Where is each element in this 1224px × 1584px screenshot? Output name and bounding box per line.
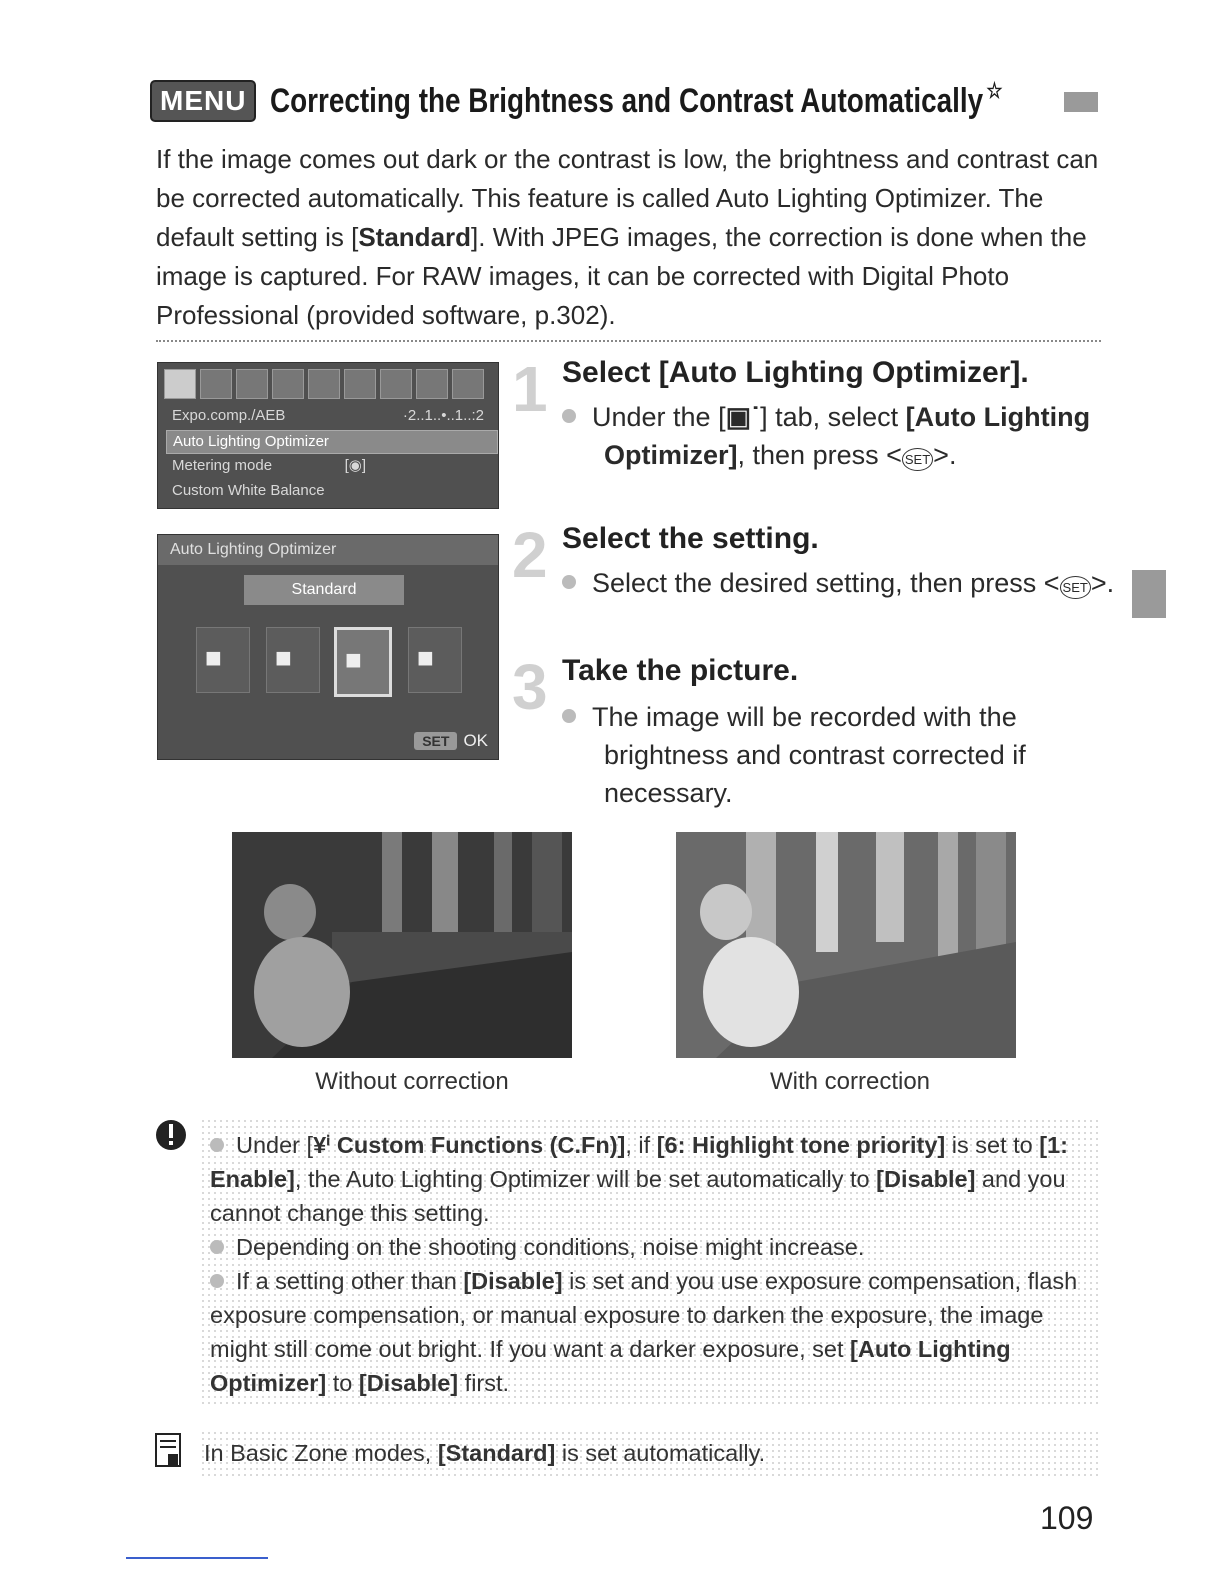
tab-icon xyxy=(236,369,268,399)
step-text xyxy=(562,564,1144,607)
intro-bold-standard: Standard xyxy=(358,222,472,252)
note-text: to xyxy=(326,1370,359,1396)
page-number: 109 xyxy=(1040,1500,1094,1536)
step-number: 1 xyxy=(512,353,548,425)
photo-caption-right: With correction xyxy=(769,1068,931,1095)
lcd-setting-screen xyxy=(157,534,499,760)
lcd-menu-item-label: Custom White Balance xyxy=(172,482,325,499)
person-icon: ■ xyxy=(205,642,222,673)
step-text-part: >. xyxy=(933,440,957,470)
step-text-part: ] tab, select xyxy=(760,402,906,432)
note-text: , if xyxy=(625,1132,657,1158)
lcd-menu-item xyxy=(166,455,496,477)
lcd-selected-setting: Standard xyxy=(244,575,404,605)
note-text: If a setting other than xyxy=(236,1268,464,1294)
memo-text-part: In Basic Zone modes, xyxy=(204,1440,438,1466)
page-title xyxy=(270,77,1004,121)
step-text-part: , then press < xyxy=(737,440,902,470)
memo-bold: [Standard] xyxy=(437,1440,556,1466)
intro-paragraph xyxy=(156,140,1106,335)
person-icon: ■ xyxy=(345,644,362,675)
memo-icon xyxy=(154,1432,184,1470)
section-divider xyxy=(156,340,1101,342)
tab-icon xyxy=(380,369,412,399)
lcd-ok-hint xyxy=(414,731,488,751)
note-bold: [Disable] xyxy=(463,1268,563,1294)
bullet-icon xyxy=(210,1274,224,1288)
note-text: , the Auto Lighting Optimizer will be set automatically to xyxy=(294,1166,877,1192)
note-text: and you cannot change this setting. xyxy=(210,1166,1066,1226)
photo-dark-image xyxy=(232,832,572,1058)
bullet-icon xyxy=(210,1138,224,1152)
footer-rule xyxy=(126,1557,268,1559)
caution-notes xyxy=(200,1118,1100,1404)
note-text: is set and you use exposure compensation, flash exposure compensation, or manual exposure to darken the exposure, the image might still come out bright. If you want a darker exposure, set xyxy=(210,1268,1078,1362)
lcd-menu-item-label: Metering mode xyxy=(172,457,273,474)
step-text xyxy=(562,698,1124,812)
chapter-tab-marker xyxy=(1132,570,1166,618)
alo-option-low xyxy=(266,627,320,693)
page-title-text: Correcting the Brightness and Contrast Automatically xyxy=(270,81,984,120)
caution-note-1 xyxy=(210,1128,1080,1230)
intro-text-2: ]. With JPEG images, the correction is done when the image is captured. For RAW images, it can be corrected with Digital Photo Professional (provided software, p.302). xyxy=(156,222,1087,330)
lcd-menu-item-label: Auto Lighting Optimizer xyxy=(173,433,329,450)
note-text: is set to xyxy=(945,1132,1040,1158)
photo-without-correction xyxy=(232,832,572,1058)
lcd-menu-item-selected xyxy=(166,430,498,454)
tab-icon xyxy=(416,369,448,399)
bullet-icon xyxy=(562,575,576,589)
lcd-menu-item-label: Expo.comp./AEB xyxy=(172,407,286,424)
photo-caption-left: Without correction xyxy=(315,1068,509,1095)
star-icon: ☆ xyxy=(986,77,1004,103)
lcd-menu-item-value: ·2..1..•..1..:2 xyxy=(402,407,484,424)
tab-icon xyxy=(344,369,376,399)
photo-with-correction xyxy=(676,832,1016,1058)
caution-note-2 xyxy=(210,1230,1080,1264)
lcd-menu-tabs xyxy=(164,369,492,399)
set-button-icon: SET xyxy=(414,732,457,750)
tab-icon xyxy=(308,369,340,399)
memo-text xyxy=(204,1440,765,1467)
tab-icon xyxy=(272,369,304,399)
tab-icon xyxy=(452,369,484,399)
alo-option-standard xyxy=(334,627,392,697)
note-bold: [Disable] xyxy=(358,1370,459,1396)
caution-icon xyxy=(154,1118,188,1152)
lcd-setting-heading: Auto Lighting Optimizer xyxy=(158,535,499,565)
intro-text-1: If the image comes out dark or the contrast is low, the brightness and contrast can be corrected automatically. This feature is called Auto Lighting Optimizer. The default setting is [ xyxy=(156,144,1099,252)
step-text-part: >. xyxy=(1090,568,1115,598)
tab-icon xyxy=(200,369,232,399)
note-bold: [1: Enable] xyxy=(210,1132,1068,1192)
camera-tab-icon xyxy=(164,369,196,399)
note-text: Under [ xyxy=(236,1132,314,1158)
step-heading: Select [Auto Lighting Optimizer]. xyxy=(562,356,1029,389)
title-tab-marker xyxy=(1064,92,1098,112)
set-button-icon: SET xyxy=(1060,576,1091,599)
set-button-icon: SET xyxy=(902,448,933,471)
step-text xyxy=(562,398,1124,479)
lcd-menu-item xyxy=(166,405,496,427)
metering-icon: [◉] xyxy=(344,457,366,474)
bullet-icon xyxy=(210,1240,224,1254)
memo-text-part: is set automatically. xyxy=(555,1440,766,1466)
shooting-tab-icon: ▣˙ xyxy=(725,402,761,432)
step-text-part: The image will be recorded with the brightness and contrast corrected if necessary. xyxy=(592,702,1026,808)
custom-functions-icon: ¥ⁱ xyxy=(313,1132,331,1158)
bullet-icon xyxy=(562,409,576,423)
note-bold: [Disable] xyxy=(876,1166,976,1192)
ok-label: OK xyxy=(463,731,488,750)
memo-note xyxy=(200,1430,1100,1480)
step-bold-text: [Auto Lighting Optimizer] xyxy=(604,402,1091,470)
step-number: 3 xyxy=(512,651,548,723)
page-title-row xyxy=(150,76,1080,126)
note-bold: [Auto Lighting Optimizer] xyxy=(210,1336,1011,1396)
alo-option-disable xyxy=(196,627,250,693)
note-bold: Custom Functions (C.Fn)] xyxy=(330,1132,626,1158)
note-bold: [6: Highlight tone priority] xyxy=(656,1132,946,1158)
step-heading: Select the setting. xyxy=(562,522,819,555)
note-text: first. xyxy=(458,1370,510,1396)
step-heading: Take the picture. xyxy=(562,654,799,687)
bullet-icon xyxy=(562,709,576,723)
alo-option-strong xyxy=(408,627,462,693)
step-text-part: Select the desired setting, then press < xyxy=(592,568,1060,598)
step-text-part: Under the [ xyxy=(592,402,726,432)
person-icon: ■ xyxy=(275,642,292,673)
note-text: Depending on the shooting conditions, noise might increase. xyxy=(236,1234,865,1260)
person-icon: ■ xyxy=(417,642,434,673)
lcd-menu-screen xyxy=(157,362,499,509)
lcd-menu-item xyxy=(166,480,496,502)
photo-bright-image xyxy=(676,832,1016,1058)
step-number: 2 xyxy=(512,519,548,591)
menu-icon: MENU xyxy=(150,80,256,122)
caution-note-3 xyxy=(210,1264,1080,1400)
